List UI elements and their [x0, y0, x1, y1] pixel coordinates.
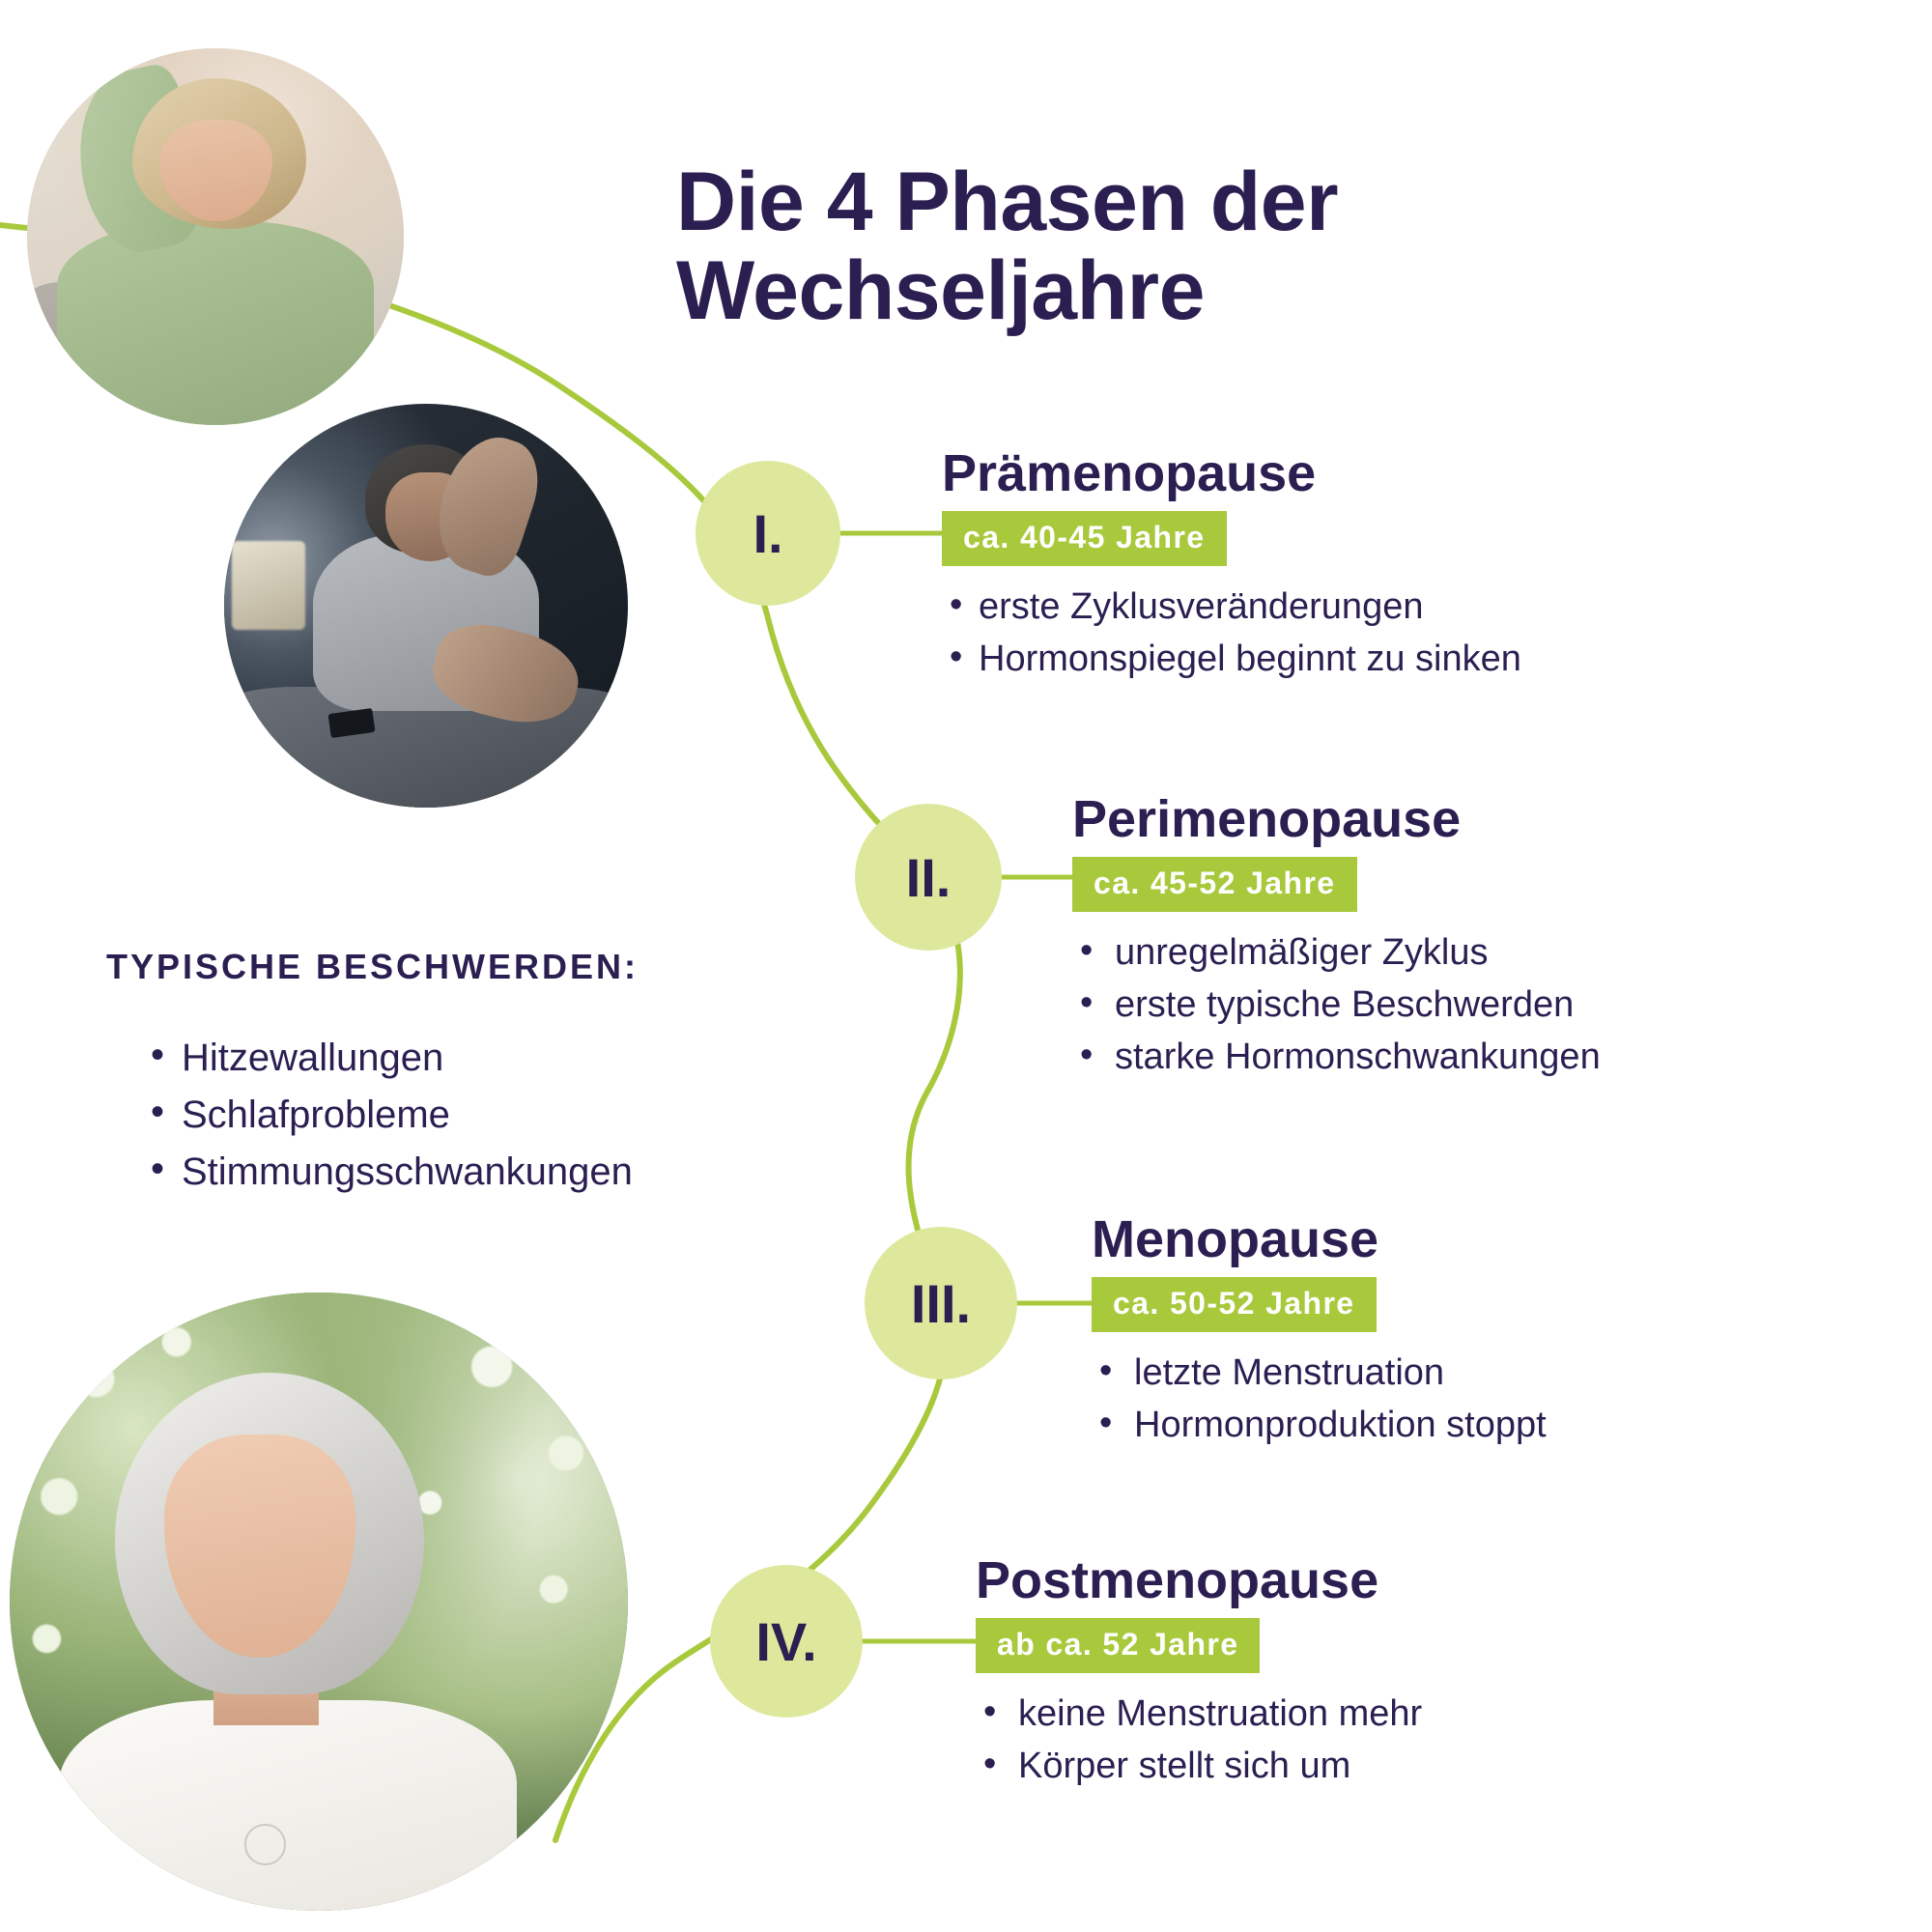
phase-title-2: Perimenopause: [1072, 790, 1462, 848]
list-item: • keine Menstruation mehr: [976, 1689, 1422, 1741]
phase-bullets-3: [1092, 1348, 1547, 1452]
symptoms-list: [106, 1030, 782, 1202]
list-item: • Stimmungsschwankungen: [147, 1144, 782, 1201]
list-item: • starke Hormonschwankungen: [1072, 1032, 1601, 1084]
phase-block-postmenopause: [976, 1553, 1422, 1793]
phase-title-3: Menopause: [1092, 1210, 1379, 1268]
symptoms-block: [106, 947, 782, 1202]
phase-age-4: ab ca. 52 Jahre: [976, 1618, 1260, 1673]
list-item: • letzte Menstruation: [1092, 1348, 1547, 1400]
list-item: • Körper stellt sich um: [976, 1741, 1422, 1793]
photo-woman-green-top: [27, 48, 404, 425]
list-item: • Schlafprobleme: [147, 1087, 782, 1144]
list-item: • Hormonspiegel beginnt zu sinken: [942, 634, 1521, 686]
phase-age-1: ca. 40-45 Jahre: [942, 511, 1227, 566]
list-item: • unregelmäßiger Zyklus: [1072, 927, 1601, 980]
list-item: • erste typische Beschwerden: [1072, 980, 1601, 1032]
phase-age-3: ca. 50-52 Jahre: [1092, 1277, 1377, 1332]
page-title: Die 4 Phasen der Wechseljahre: [676, 155, 1339, 338]
phase-title-4: Postmenopause: [976, 1551, 1379, 1609]
symptoms-title: TYPISCHE BESCHWERDEN:: [106, 947, 639, 986]
phase-marker-1: I.: [696, 461, 840, 606]
phase-title-1: Prämenopause: [942, 444, 1317, 502]
phase-bullets-2: [1072, 927, 1601, 1084]
list-item: • erste Zyklusveränderungen: [942, 582, 1521, 634]
phase-age-2: ca. 45-52 Jahre: [1072, 857, 1357, 912]
phase-marker-2: II.: [855, 804, 1002, 951]
phase-block-menopause: [1092, 1212, 1547, 1452]
list-item: • Hormonproduktion stoppt: [1092, 1400, 1547, 1452]
phase-marker-4: IV.: [710, 1565, 863, 1718]
phase-block-praemenopause: [942, 446, 1521, 686]
phase-bullets-4: [976, 1689, 1422, 1793]
list-item: • Hitzewallungen: [147, 1030, 782, 1087]
phase-marker-3: III.: [865, 1227, 1017, 1379]
phase-bullets-1: [942, 582, 1521, 686]
phase-block-perimenopause: [1072, 792, 1601, 1084]
photo-woman-smiling-garden: [10, 1293, 628, 1911]
photo-woman-night: [224, 404, 628, 808]
